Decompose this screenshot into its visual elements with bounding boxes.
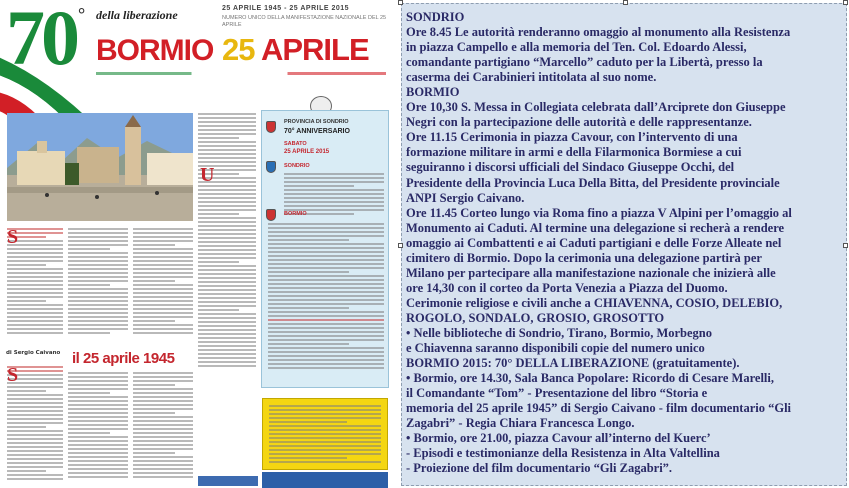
article-column-2	[68, 228, 128, 336]
program-title-province: PROVINCIA DI SONDRIO	[284, 119, 349, 125]
sondrio-emblem-icon	[266, 161, 276, 173]
program-text-2	[268, 223, 384, 371]
author-tag: di Sergio Caivano	[6, 350, 61, 356]
date-month: APRILE	[260, 32, 369, 67]
program-panel	[261, 110, 389, 388]
date-title	[222, 32, 369, 68]
text-line: ANPI Sergio Caivano.	[406, 190, 525, 205]
text-line: ROGOLO, SONDALO, GROSIO, GROSOTTO	[406, 310, 665, 325]
anniversary-number: 70	[6, 0, 76, 81]
program-text-box[interactable]	[401, 3, 847, 486]
degree-sign: °	[78, 4, 86, 24]
text-line: - Episodi e testimonianze della Resistenza in Alta Valtellina	[406, 446, 720, 461]
resize-handle-top-center[interactable]	[623, 0, 628, 5]
text-line: • Bormio, ore 14.30, Sala Banca Popolare: Ricordo di Cesare Marelli,	[406, 371, 774, 386]
resize-handle-top-right[interactable]	[843, 0, 848, 5]
text-line: - Proiezione del film documentario “Gli Zagabri”.	[406, 461, 673, 476]
province-emblem-icon	[266, 121, 276, 133]
text-line: omaggio ai Combattenti e ai Caduti partigiani e delle Forze Alleate nel	[406, 235, 782, 250]
article-column-3	[133, 228, 193, 336]
bottom-blue-strip	[198, 476, 258, 486]
drop-cap-3: S	[7, 364, 19, 386]
text-line: • Nelle biblioteche di Sondrio, Tirano, Bormio, Morbegno	[406, 325, 713, 340]
banner-subtitle: NUMERO UNICO DELLA MANIFESTAZIONE NAZIONALE DEL 25 APRILE	[222, 15, 387, 28]
text-line: Cerimonie religiose e civili anche a CHIAVENNA, COSIO, DELEBIO,	[406, 295, 783, 310]
text-line: seguiranno i discorsi ufficiali del Sindaco Giuseppe Occhi, del	[406, 160, 735, 175]
banner-tricolor-rule	[96, 72, 386, 75]
article-column-7	[133, 372, 193, 480]
newspaper-poster-image	[0, 0, 397, 488]
secondary-headline: il 25 aprile 1945	[72, 350, 175, 367]
poster-banner	[0, 0, 397, 108]
bormio-square-photo	[7, 113, 193, 221]
text-line: BORMIO 2015: 70° DELLA LIBERAZIONE (gratuitamente).	[406, 356, 740, 371]
program-title-date: 25 APRILE 2015	[284, 149, 330, 155]
program-title-sondrio: SONDRIO	[284, 163, 310, 169]
text-line: Ore 11.15 Cerimonia in piazza Cavour, con l’intervento di una	[406, 130, 738, 145]
text-line: BORMIO	[406, 85, 460, 100]
resize-handle-top-left[interactable]	[398, 0, 403, 5]
text-line: memoria del 25 aprile 1945” di Sergio Caivano - film documentario “Gli	[406, 401, 792, 416]
city-title: BORMIO	[96, 34, 214, 67]
text-line: caserma dei Carabinieri intitolata al suo nome.	[406, 70, 657, 85]
text-line: Zagabri” - Regia Chiara Francesca Longo.	[406, 416, 635, 431]
date-number: 25	[222, 32, 255, 67]
text-line: SONDRIO	[406, 10, 465, 24]
program-title-anniversary: 70° ANNIVERSARIO	[284, 128, 350, 135]
program-title-day: SABATO	[284, 141, 307, 147]
text-line: Ore 8.45 Le autorità renderanno omaggio al monumento alla Resistenza	[406, 25, 791, 40]
text-line: cimitero di Bormio. Dopo la cerimonia una delegazione partirà per	[406, 250, 762, 265]
program-title-bormio: BORMIO	[284, 211, 307, 217]
text-line: • Bormio, ore 21.00, piazza Cavour all’interno del Kuerc’	[406, 431, 711, 446]
blue-footer-ad	[262, 472, 388, 488]
resize-handle-middle-left[interactable]	[398, 243, 403, 248]
text-line: il Comandante “Tom” - Presentazione del libro “Storia e	[406, 386, 708, 401]
banner-dates: 25 APRILE 1945 - 25 APRILE 2015	[222, 5, 350, 12]
bormio-emblem-icon	[266, 209, 276, 221]
article-column-4	[198, 113, 256, 369]
text-line: Monumento ai Caduti. Al termine una delegazione si recherà a rendere	[406, 220, 785, 235]
text-line: e Chiavenna saranno disponibili copie del numero unico	[406, 341, 705, 356]
article-column-6	[68, 372, 128, 480]
yellow-info-box	[262, 398, 388, 470]
text-line: formazione militare in armi e della Filarmonica Bormiese a cui	[406, 145, 742, 160]
text-line: Ore 10,30 S. Messa in Collegiata celebrata dall’Arciprete don Giuseppe	[406, 100, 786, 115]
text-line: ore 14,30 con il corteo da Porta Venezia a Piazza del Duomo.	[406, 280, 728, 295]
program-text-body[interactable]	[402, 4, 846, 476]
text-line: Negri con la partecipazione delle autorità e delle rappresentanze.	[406, 115, 752, 130]
yellow-box-text	[269, 405, 381, 465]
drop-cap-1: S	[7, 226, 19, 248]
text-line: Ore 11.45 Corteo lungo via Roma fino a piazza V Alpini per l’omaggio al	[406, 205, 792, 220]
resize-handle-middle-right[interactable]	[843, 243, 848, 248]
text-line: comandante partigiano “Marcello” caduto per la Libertà, presso la	[406, 55, 763, 70]
text-line: in piazza Campello e alla memoria del Ten. Col. Edoardo Alessi,	[406, 40, 747, 55]
liberation-subtitle: della liberazione	[96, 8, 178, 22]
text-line: Milano per partecipare alla manifestazione nazionale che inizierà alle	[406, 265, 776, 280]
drop-cap-2: U	[200, 164, 215, 186]
text-line: Presidente della Provincia Luca Della Bitta, del Presidente provinciale	[406, 175, 780, 190]
